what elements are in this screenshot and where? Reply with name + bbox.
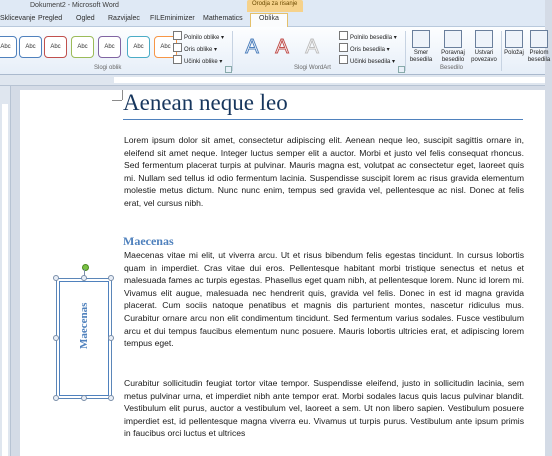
tab-references[interactable]: Sklicevanje xyxy=(0,15,36,22)
tab-fileminimizer[interactable]: FILEminimizer xyxy=(150,15,195,22)
margin-corner-mark xyxy=(112,100,122,101)
wordart-group-label: Slogi WordArt xyxy=(294,65,331,71)
group-separator xyxy=(232,31,233,71)
ribbon-tabs xyxy=(0,13,545,27)
wordart-style-3[interactable]: A xyxy=(305,36,319,58)
drawing-tools-context-header xyxy=(247,0,303,12)
shape-outline-menu[interactable]: Oris oblike ▾ xyxy=(173,43,217,53)
shape-style-3[interactable]: Abc xyxy=(44,36,67,58)
document-title[interactable]: Aenean neque leo xyxy=(123,90,288,115)
resize-handle-top-right[interactable] xyxy=(108,275,114,281)
resize-handle-left[interactable] xyxy=(53,335,59,341)
tab-review[interactable]: Pregled xyxy=(38,15,63,22)
wrap-text-button[interactable]: Prelom besedila xyxy=(526,30,552,64)
position-icon xyxy=(505,30,523,48)
resize-handle-bottom-left[interactable] xyxy=(53,395,59,401)
resize-handle-bottom-right[interactable] xyxy=(108,395,114,401)
horizontal-ruler[interactable] xyxy=(0,75,545,86)
paragraph-3[interactable]: Curabitur sollicitudin feugiat tortor vitae tempor. Suspendisse eleifend, justo in sollicitudin lacinia, sem metus pulvinar urna, et imperdiet nibh ante tempor erat. Morbi sodales lacus quis lacus pulvinar blandit. Vestibulum elit purus, auctor a vestibulum vel, laoreet a sem. Ut non libero sapien. Vestibulum posuere imperdiet est, id pellentesque magna viverra eu. Vivamus ut turpis purus. Vestibulum ante ipsum primis in faucibus orci luctus et ultrices xyxy=(124,378,524,439)
shape-fill-menu[interactable]: Polnilo oblike ▾ xyxy=(173,31,224,41)
resize-handle-top[interactable] xyxy=(81,275,87,281)
group-separator xyxy=(501,31,502,71)
group-separator xyxy=(405,31,406,71)
pen-icon xyxy=(173,43,182,52)
shape-style-1[interactable]: Abc xyxy=(0,36,17,58)
title-underline xyxy=(123,119,523,120)
paragraph-2[interactable]: Maecenas vitae mi elit, ut viverra arcu. Ut et risus bibendum felis egestas tincidunt. In cursus lobortis quam in imperdiet. Cras vitae dui eros. Pellentesque habitant morbi tristique senectus et netus et malesuada fames ac turpis egestas. Phasellus eget quam nibh, at pellentesque lorem. Nunc id lorem mi. Vivamus elit augue, malesuada nec hendrerit quis, gravida vel felis. Donec in est id magna gravida placerat. Cum sociis natoque penatibus et magnis dis parturient montes, nascetur ridiculus mus. Curabitur ornare arcu non elit condimentum tincidunt. Sed fermentum varius sodales. Fusce vestibulum arcu et dui tempus faucibus elementum nunc posuere. Mauris lobortis ultricies erat, et adipiscing lorem tempus eget. xyxy=(124,250,524,349)
wordart-style-2[interactable]: A xyxy=(275,36,289,58)
link-icon xyxy=(475,30,493,48)
heading-2[interactable]: Maecenas xyxy=(123,234,174,248)
ruler-text-area xyxy=(114,77,545,83)
title-bar xyxy=(0,0,545,14)
resize-handle-bottom[interactable] xyxy=(81,395,87,401)
paragraph-1[interactable]: Lorem ipsum dolor sit amet, consectetur adipiscing elit. Aenean neque leo, suscipit sagittis ornare in, eleifend sit amet neque. Integer luctus semper elit a auctor. Morbi et justo vel felis consequat rhoncus. Sed fermentum placerat turpis at pulvinar. Mauris magna est, volutpat ac consectetur eget, laoreet quis mi. Nullam sed tellus id odio fermentum lacinia. Suspendisse suscipit lorem ac risus gravida elementum molestie metus dictum. Nunc nunc enim, tempus sed gravida vel, pellentesque ac nisl. Donec at felis erat, vel cursus nibh. xyxy=(124,135,524,208)
position-button[interactable]: Položaj xyxy=(503,30,525,57)
create-link-button[interactable]: Ustvari povezavo xyxy=(469,30,499,64)
vertical-ruler[interactable] xyxy=(0,86,11,456)
resize-handle-top-left[interactable] xyxy=(53,275,59,281)
text-effects-icon xyxy=(339,55,348,64)
shape-effects-menu[interactable]: Učinki oblike ▾ xyxy=(173,55,222,65)
text-group-label: Besedilo xyxy=(440,65,464,71)
sidebar-textbox[interactable] xyxy=(56,278,112,399)
document-page[interactable] xyxy=(20,90,545,456)
sidebar-text[interactable]: Maecenas xyxy=(78,302,90,349)
shape-style-2[interactable]: Abc xyxy=(19,36,42,58)
tab-mathematics[interactable]: Mathematics xyxy=(203,15,243,22)
paint-bucket-icon xyxy=(173,31,182,40)
shape-styles-group-label: Slogi oblik xyxy=(94,65,122,71)
shape-style-4[interactable]: Abc xyxy=(71,36,94,58)
context-tab-group-label: Orodja za risanje xyxy=(252,1,298,7)
align-text-icon xyxy=(444,30,462,48)
text-fill-icon xyxy=(339,31,348,40)
shape-effects-icon xyxy=(173,55,182,64)
align-text-button[interactable]: Poravnaj besedilo xyxy=(438,30,468,64)
text-outline-icon xyxy=(339,43,348,52)
text-direction-button[interactable]: Smer besedila xyxy=(407,30,435,64)
ribbon xyxy=(0,27,551,75)
tab-view[interactable]: Ogled xyxy=(76,15,95,22)
resize-handle-right[interactable] xyxy=(108,335,114,341)
tab-developer[interactable]: Razvijalec xyxy=(108,15,140,22)
text-direction-icon xyxy=(412,30,430,48)
ruler-text-area xyxy=(2,104,8,456)
text-fill-menu[interactable]: Polnilo besedila ▾ xyxy=(339,31,397,41)
wordart-style-1[interactable]: A xyxy=(245,36,259,58)
shape-style-7[interactable]: Abc xyxy=(154,36,177,58)
window-title: Dokument2 - Microsoft Word xyxy=(30,2,119,9)
wordart-launcher-icon[interactable] xyxy=(398,66,405,73)
shape-style-5[interactable]: Abc xyxy=(98,36,121,58)
wrap-text-icon xyxy=(530,30,548,48)
dialog-launcher-icon[interactable] xyxy=(225,66,232,73)
shape-style-6[interactable]: Abc xyxy=(127,36,150,58)
text-effects-menu[interactable]: Učinki besedila ▾ xyxy=(339,55,395,65)
tab-format[interactable]: Oblika xyxy=(250,13,288,28)
text-outline-menu[interactable]: Oris besedila ▾ xyxy=(339,43,390,53)
